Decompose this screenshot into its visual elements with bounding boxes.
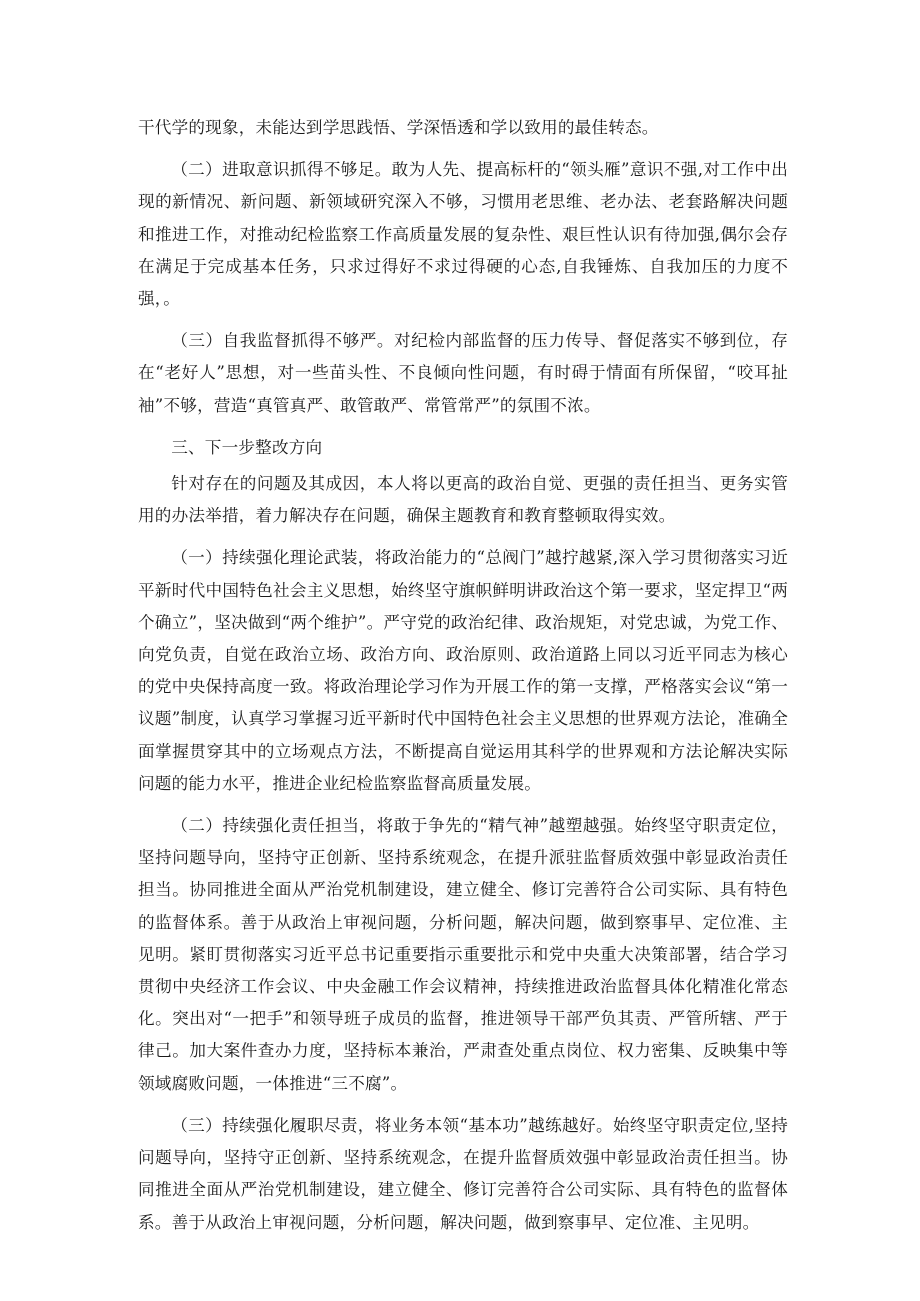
paragraph-section-2-3: （三）自我监督抓得不够严。对纪检内部监督的压力传导、督促落实不够到位，存在“老好人”思想，对一些苗头性、不良倾向性问题，有时碍于情面有所保留，“咬耳扯袖”不够，营造“真管真严、敢管敢严、常管常严”的氛围不浓。 [138,331,788,415]
paragraph-section-2-2: （二）进取意识抓得不够足。敢为人先、提高标杆的“领头雁”意识不强,对工作中出现的新情况、新问题、新领域研究深入不够，习惯用老思维、老办法、老套路解决问题和推进工作，对推动纪检监察工作高质量发展的复杂性、艰巨性认识有待加强,偶尔会存在满足于完成基本任务，只求过得好不求过得硬的心态,自我锤炼、自我加压的力度不强，。 [138,160,788,309]
paragraph-section-3-1: （一）持续强化理论武装，将政治能力的“总阀门”越拧越紧,深入学习贯彻落实习近平新时代中国特色社会主义思想，始终坚守旗帜鲜明讲政治这个第一要求，坚定捍卫“两个确立”，坚决做到“两个维护”。严守党的政治纪律、政治规矩，对党忠诚，为党工作、向党负责，自觉在政治立场、政治方向、政治原则、政治道路上同以习近平同志为核心的党中央保持高度一致。将政治理论学习作为开展工作的第一支撑，严格落实会议“第一议题”制度，认真学习掌握习近平新时代中国特色社会主义思想的世界观方法论，准确全面掌握贯穿其中的立场观点方法，不断提高自觉运用其科学的世界观和方法论解决实际问题的能力水平，推进企业纪检监察监督高质量发展。 [138,548,788,793]
paragraph-continuation: 干代学的现象，未能达到学思践悟、学深悟透和学以致用的最佳转态。 [138,118,659,137]
paragraph-section-3-intro: 针对存在的问题及其成因，本人将以更高的政治自觉、更强的责任担当、更务实管用的办法举措，着力解决存在问题，确保主题教育和教育整顿取得实效。 [138,474,788,526]
paragraph-section-3-3: （三）持续强化履职尽责，将业务本领“基本功”越练越好。始终坚守职责定位,坚持问题导向，坚持守正创新、坚持系统观念，在提升监督质效强中彰显政治责任担当。协同推进全面从严治党机制建设，建立健全、修订完善符合公司实际、具有特色的监督体系。善于从政治上审视问题，分析问题，解决问题，做到察事早、定位准、主见明。 [138,1115,788,1232]
paragraph-section-3-2: （二）持续强化责任担当，将敢于争先的“精气神”越塑越强。始终坚守职责定位，坚持问题导向，坚持守正创新、坚持系统观念，在提升派驻监督质效强中彰显政治责任担当。协同推进全面从严治党机制建设，建立健全、修订完善符合公司实际、具有特色的监督体系。善于从政治上审视问题，分析问题，解决问题，做到察事早、定位准、主见明。紧盯贯彻落实习近平总书记重要指示重要批示和党中央重大决策部署，结合学习贯彻中央经济工作会议、中央金融工作会议精神，持续推进政治监督具体化精准化常态化。突出对“一把手”和领导班子成员的监督，推进领导干部严负其责、严管所辖、严于律己。加大案件查办力度，坚持标本兼治，严肃查处重点岗位、权力密集、反映集中等领域腐败问题，一体推进“三不腐”。 [138,816,788,1093]
section-heading-3: 三、下一步整改方向 [171,437,323,457]
document-body [138,112,788,1239]
